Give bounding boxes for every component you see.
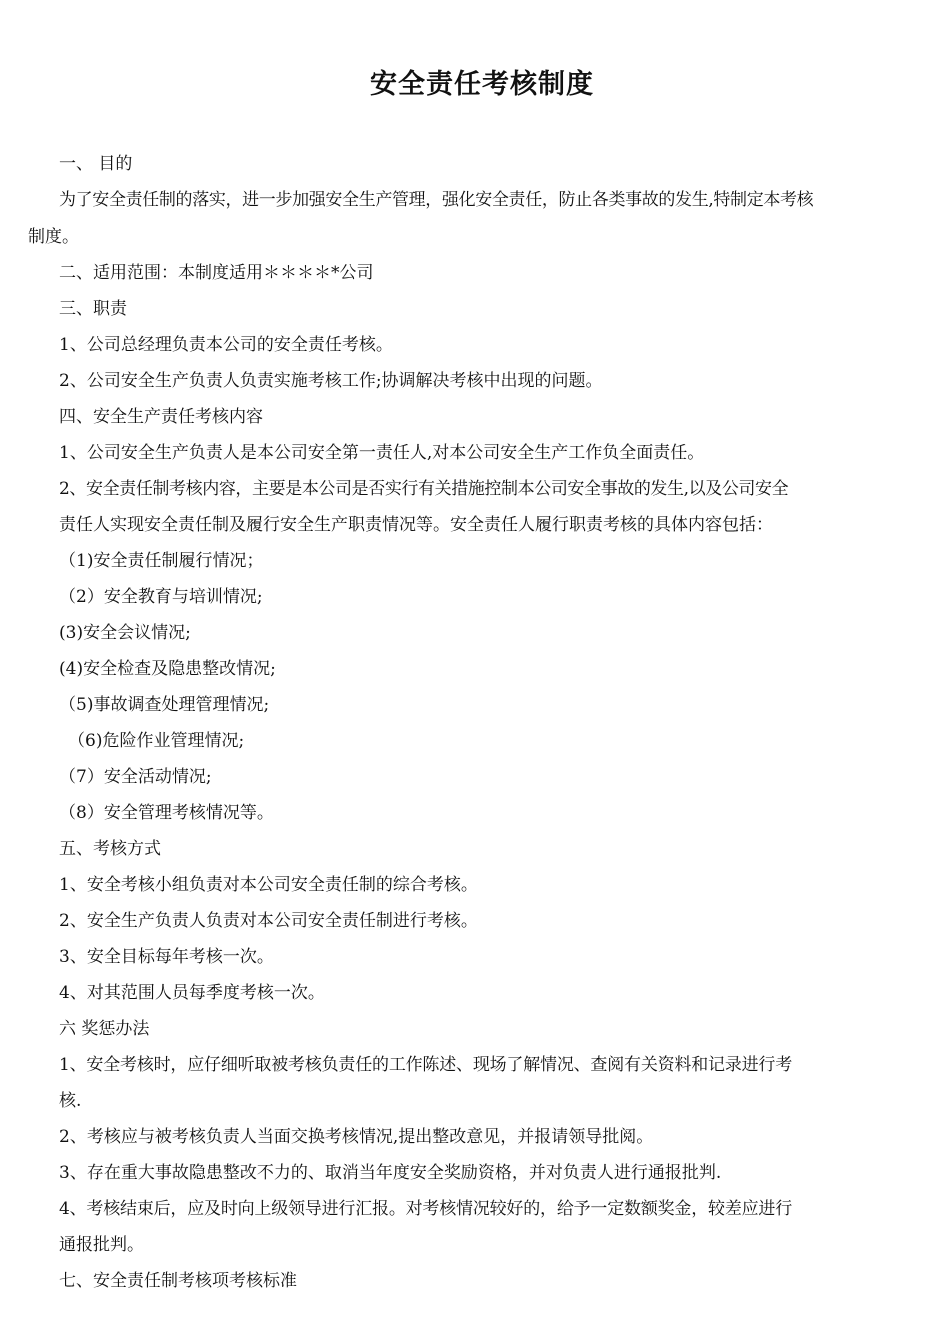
section-heading: 四、安全生产责任考核内容: [59, 407, 263, 427]
paragraph-line: 为了安全责任制的落实，进一步加强安全生产管理，强化安全责任，防止各类事故的发生,特制定本考核: [59, 190, 814, 210]
section-heading: 六 奖惩办法: [59, 1019, 150, 1039]
paragraph-line: 3、安全目标每年考核一次。: [59, 947, 274, 967]
paragraph-line: 1、安全考核时，应仔细听取被考核负责任的工作陈述、现场了解情况、查阅有关资料和记录进行考: [59, 1055, 793, 1075]
paragraph-line: 1、安全考核小组负责对本公司安全责任制的综合考核。: [59, 875, 478, 895]
list-item: （8）安全管理考核情况等。: [59, 803, 274, 823]
paragraph-line: 责任人实现安全责任制及履行安全生产职责情况等。安全责任人履行职责考核的具体内容包括：: [59, 515, 773, 535]
list-item: （6)危险作业管理情况;: [68, 731, 245, 751]
paragraph-line: 1、公司总经理负责本公司的安全责任考核。: [59, 335, 393, 355]
section-heading: 一、 目的: [59, 154, 133, 174]
section-heading: 七、安全责任制考核项考核标准: [59, 1271, 297, 1291]
list-item: (3)安全会议情况;: [59, 623, 191, 643]
paragraph-line: 3、存在重大事故隐患整改不力的、取消当年度安全奖励资格，并对负责人进行通报批判.: [59, 1163, 722, 1183]
list-item: （1)安全责任制履行情况；: [59, 551, 264, 571]
paragraph-line: 2、安全生产负责人负责对本公司安全责任制进行考核。: [59, 911, 478, 931]
section-heading: 二、适用范围：本制度适用＊＊＊＊*公司: [59, 263, 374, 283]
list-item: （2）安全教育与培训情况;: [59, 587, 263, 607]
paragraph-line: 2、安全责任制考核内容，主要是本公司是否实行有关措施控制本公司安全事故的发生,以及公司安全: [59, 479, 789, 499]
paragraph-line: 4、对其范围人员每季度考核一次。: [59, 983, 325, 1003]
paragraph-line: 4、考核结束后，应及时向上级领导进行汇报。对考核情况较好的，给予一定数额奖金，较差应进行: [59, 1199, 793, 1219]
paragraph-line: 1、公司安全生产负责人是本公司安全第一责任人,对本公司安全生产工作负全面责任。: [59, 443, 705, 463]
section-heading: 三、职责: [59, 299, 127, 319]
list-item: （5)事故调查处理管理情况;: [59, 695, 270, 715]
list-item: （7）安全活动情况;: [59, 767, 212, 787]
section-heading: 五、考核方式: [59, 839, 161, 859]
paragraph-line: 2、公司安全生产负责人负责实施考核工作;协调解决考核中出现的问题。: [59, 371, 603, 391]
list-item: (4)安全检查及隐患整改情况;: [59, 659, 276, 679]
paragraph-line: 制度。: [28, 227, 79, 247]
paragraph-line: 核.: [59, 1091, 82, 1111]
document-title: 安全责任考核制度: [370, 69, 594, 100]
paragraph-line: 2、考核应与被考核负责人当面交换考核情况,提出整改意见，并报请领导批阅。: [59, 1127, 654, 1147]
paragraph-line: 通报批判。: [59, 1235, 144, 1255]
